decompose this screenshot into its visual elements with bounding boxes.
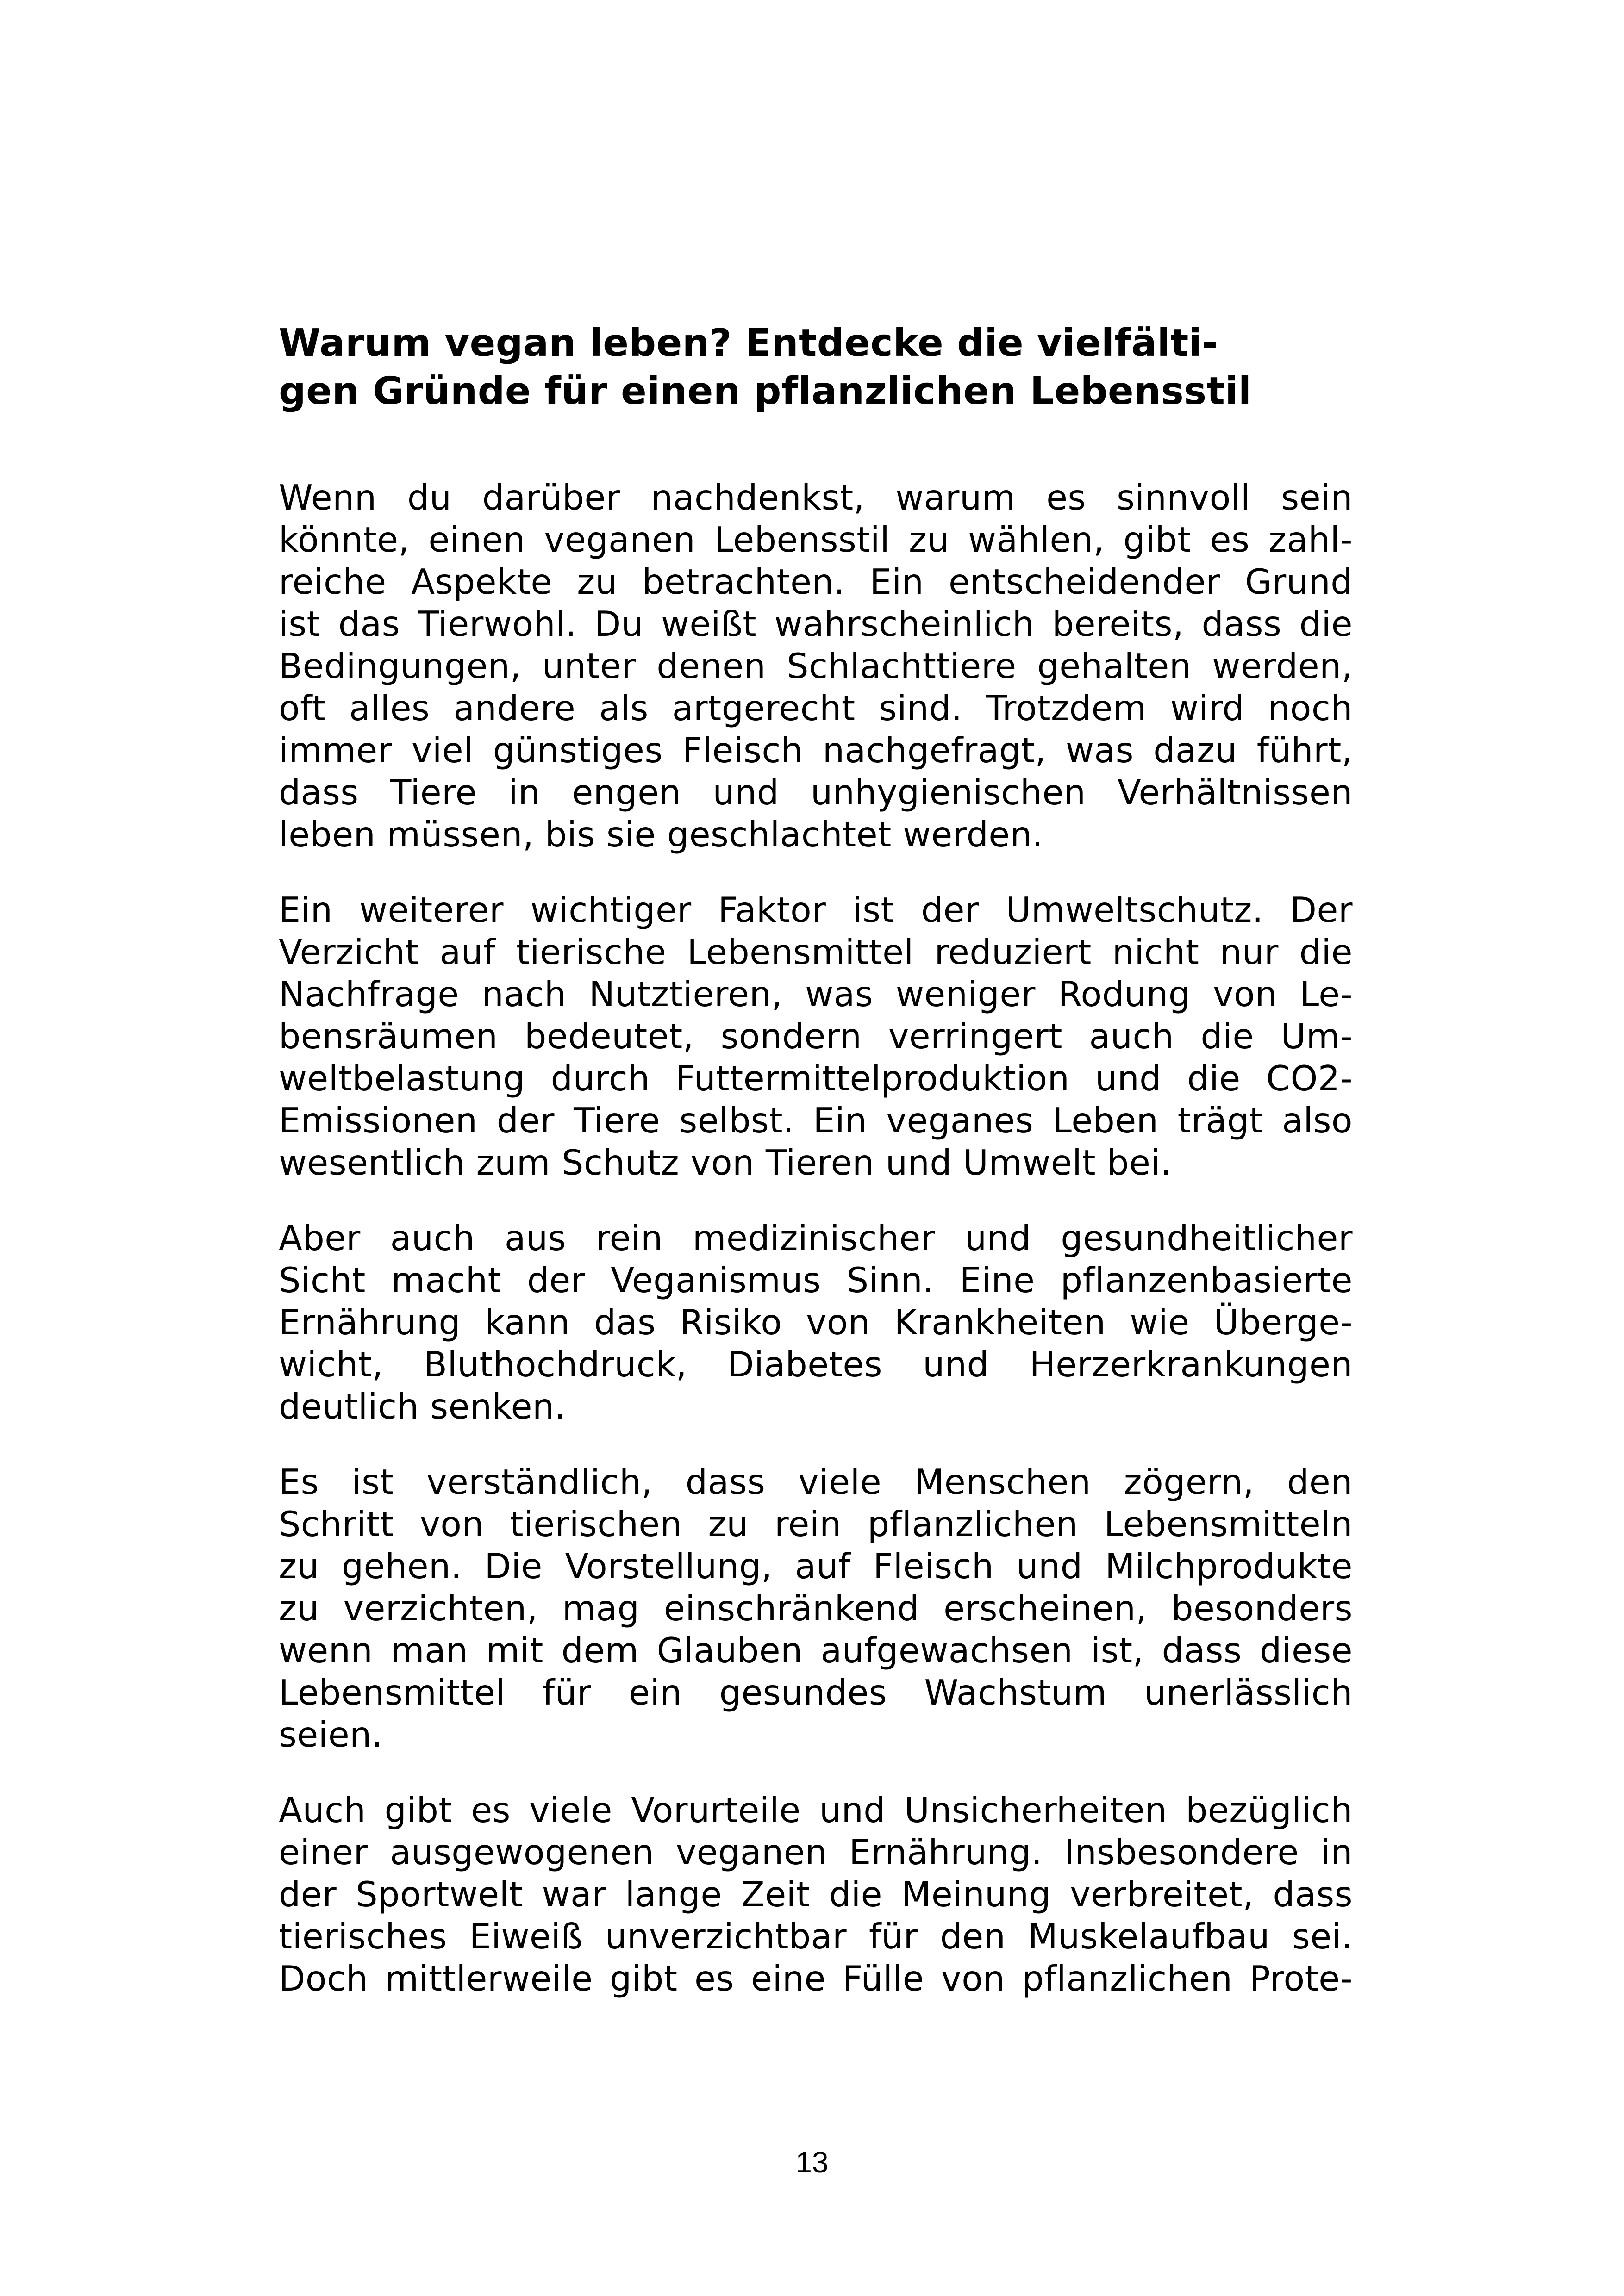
text-line: leben müssen, bis sie geschlachtet werden. (279, 815, 1043, 855)
text-line: Emissionen der Tiere selbst. Ein veganes Leben trägt also (279, 1101, 1353, 1141)
text-line: wicht, Bluthochdruck, Diabetes und Herzerkrankungen (279, 1344, 1353, 1385)
text-line: immer viel günstiges Fleisch nachgefragt, was dazu führt, (279, 730, 1353, 771)
text-line: wenn man mit dem Glauben aufgewachsen ist, dass diese (279, 1630, 1353, 1671)
text-line: Schritt von tierischen zu rein pflanzlichen Lebensmitteln (279, 1504, 1353, 1544)
text-line: der Sportwelt war lange Zeit die Meinung verbreitet, dass (279, 1874, 1353, 1915)
text-line: reiche Aspekte zu betrachten. Ein entscheidender Grund (279, 562, 1353, 602)
text-line: seien. (279, 1715, 383, 1755)
text-line: wesentlich zum Schutz von Tieren und Umwelt bei. (279, 1143, 1172, 1183)
text-line: deutlich senken. (279, 1387, 566, 1427)
paragraph-health (279, 1217, 1353, 1428)
paragraph-hesitation (279, 1461, 1353, 1756)
paragraph-prejudices (279, 1789, 1353, 2000)
text-line: Bedingungen, unter denen Schlachttiere gehalten werden, (279, 646, 1353, 686)
page-content (279, 319, 1353, 2033)
text-line: Auch gibt es viele Vorurteile und Unsicherheiten bezüglich (279, 1790, 1353, 1830)
paragraph-animal-welfare (279, 477, 1353, 856)
text-line: zu gehen. Die Vorstellung, auf Fleisch und Milchprodukte (279, 1546, 1353, 1587)
text-line: könnte, einen veganen Lebensstil zu wählen, gibt es zahl- (279, 520, 1353, 560)
text-line: Es ist verständlich, dass viele Menschen zögern, den (279, 1462, 1353, 1502)
chapter-heading (279, 319, 1353, 416)
text-line: tierisches Eiweiß unverzichtbar für den Muskelaufbau sei. (279, 1916, 1353, 1957)
text-line: bensräumen bedeutet, sondern verringert auch die Um- (279, 1016, 1353, 1057)
text-line: einer ausgewogenen veganen Ernährung. Insbesondere in (279, 1832, 1353, 1873)
text-line: Nachfrage nach Nutztieren, was weniger Rodung von Le- (279, 974, 1353, 1014)
paragraph-environment (279, 889, 1353, 1184)
text-line: Verzicht auf tierische Lebensmittel reduziert nicht nur die (279, 932, 1353, 972)
text-line: Lebensmittel für ein gesundes Wachstum unerlässlich (279, 1673, 1353, 1713)
text-line: Doch mittlerweile gibt es eine Fülle von pflanzlichen Prote- (279, 1959, 1353, 1999)
text-line: Ein weiterer wichtiger Faktor ist der Umweltschutz. Der (279, 890, 1353, 930)
text-line: oft alles andere als artgerecht sind. Trotzdem wird noch (279, 688, 1353, 728)
text-line: dass Tiere in engen und unhygienischen Verhältnissen (279, 772, 1353, 813)
text-line: Sicht macht der Veganismus Sinn. Eine pflanzenbasierte (279, 1260, 1353, 1300)
text-line: zu verzichten, mag einschränkend erscheinen, besonders (279, 1588, 1353, 1629)
text-line: weltbelastung durch Futtermittelproduktion und die CO2- (279, 1058, 1353, 1099)
text-line: Ernährung kann das Risiko von Krankheiten wie Überge- (279, 1302, 1353, 1343)
text-line: ist das Tierwohl. Du weißt wahrscheinlich bereits, dass die (279, 604, 1353, 644)
page-number: 13 (795, 2146, 829, 2179)
heading-line: gen Gründe für einen pflanzlichen Lebensstil (279, 369, 1252, 413)
heading-line: Warum vegan leben? Entdecke die vielfälti- (279, 321, 1218, 365)
text-line: Wenn du darüber nachdenkst, warum es sinnvoll sein (279, 478, 1353, 518)
text-line: Aber auch aus rein medizinischer und gesundheitlicher (279, 1218, 1353, 1258)
